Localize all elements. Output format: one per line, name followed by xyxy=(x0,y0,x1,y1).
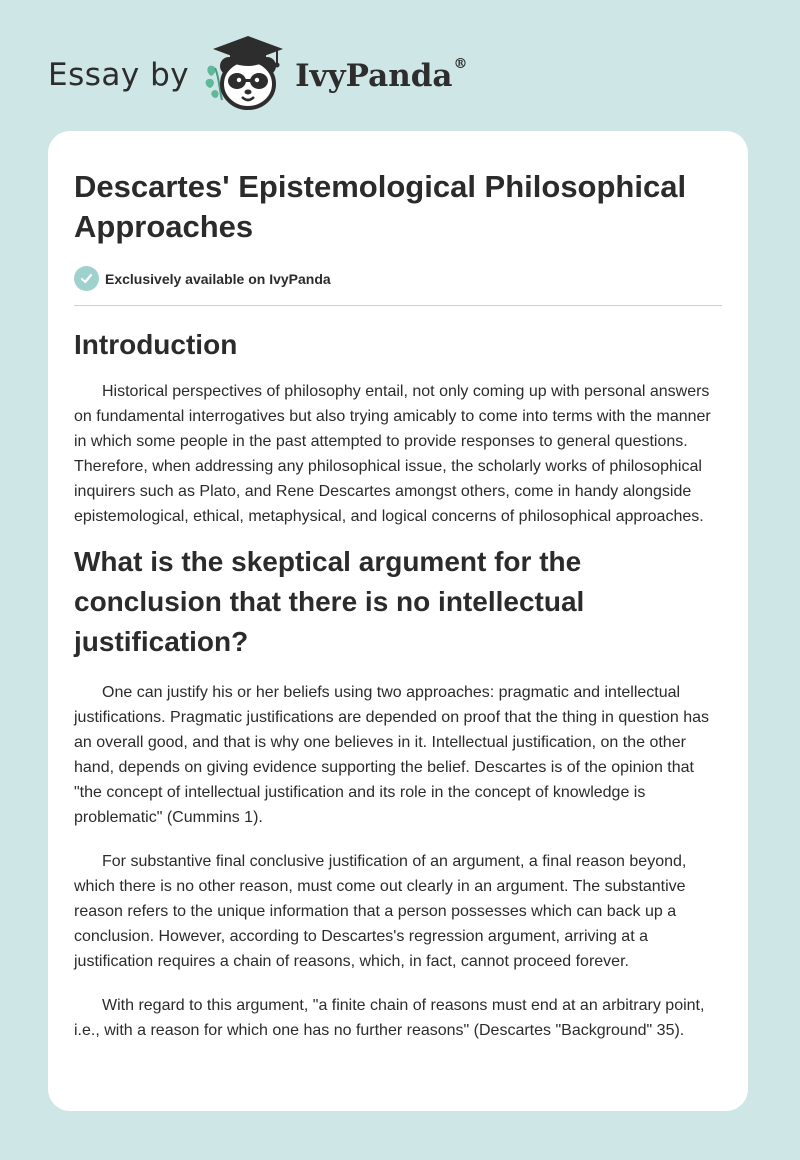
divider xyxy=(74,305,722,306)
brand-name[interactable]: IvyPanda® xyxy=(295,56,468,94)
panda-logo-icon[interactable] xyxy=(205,32,291,112)
essay-title: Descartes' Epistemological Philosophical Approaches xyxy=(74,169,687,244)
exclusive-badge-label: Exclusively available on IvyPanda xyxy=(105,270,331,287)
section-heading: Introduction xyxy=(74,329,238,360)
section-heading: What is the skeptical argument for the conclusion that there is no intellectual justification? xyxy=(74,546,585,657)
registered-mark: ® xyxy=(453,56,468,72)
check-icon xyxy=(74,266,99,291)
exclusive-badge xyxy=(74,266,722,291)
paragraph: For substantive final conclusive justification of an argument, a final reason beyond, which there is no other reason, must come out clearly in an argument. The substantive reason refers to the unique information that a person possesses which can back up a conclusion. However, according to Descartes's regression argument, arriving at a justification requires a chain of reasons, which, in fact, cannot proceed forever. xyxy=(74,853,687,970)
paragraph: One can justify his or her beliefs using two approaches: pragmatic and intellectual justifications. Pragmatic justifications are depended on proof that the thing in question has an overall good, and that is why one believes in it. Intellectual justification, on the other hand, depends on giving evidence supporting the belief. Descartes is of the opinion that "the concept of intellectual justification and its role in the concept of knowledge is problematic" (Cummins 1). xyxy=(74,684,710,826)
essay-by-label: Essay by xyxy=(48,57,190,93)
site-header xyxy=(48,32,468,112)
paragraph: With regard to this argument, "a finite chain of reasons must end at an arbitrary point, i.e., with a reason for which one has no further reasons" (Descartes "Background" 35). xyxy=(74,997,705,1039)
essay-card xyxy=(48,131,748,1111)
paragraph: Historical perspectives of philosophy entail, not only coming up with personal answers on fundamental interrogatives but also trying amicably to come into terms with the manner in which some people in the past attempted to provide responses to general questions. Therefore, when addressing any philosophical issue, the scholarly works of philosophical inquirers such as Plato, and Rene Descartes amongst others, come in handy alongside epistemological, ethical, metaphysical, and logical concerns of philosophical approaches. xyxy=(74,383,711,525)
